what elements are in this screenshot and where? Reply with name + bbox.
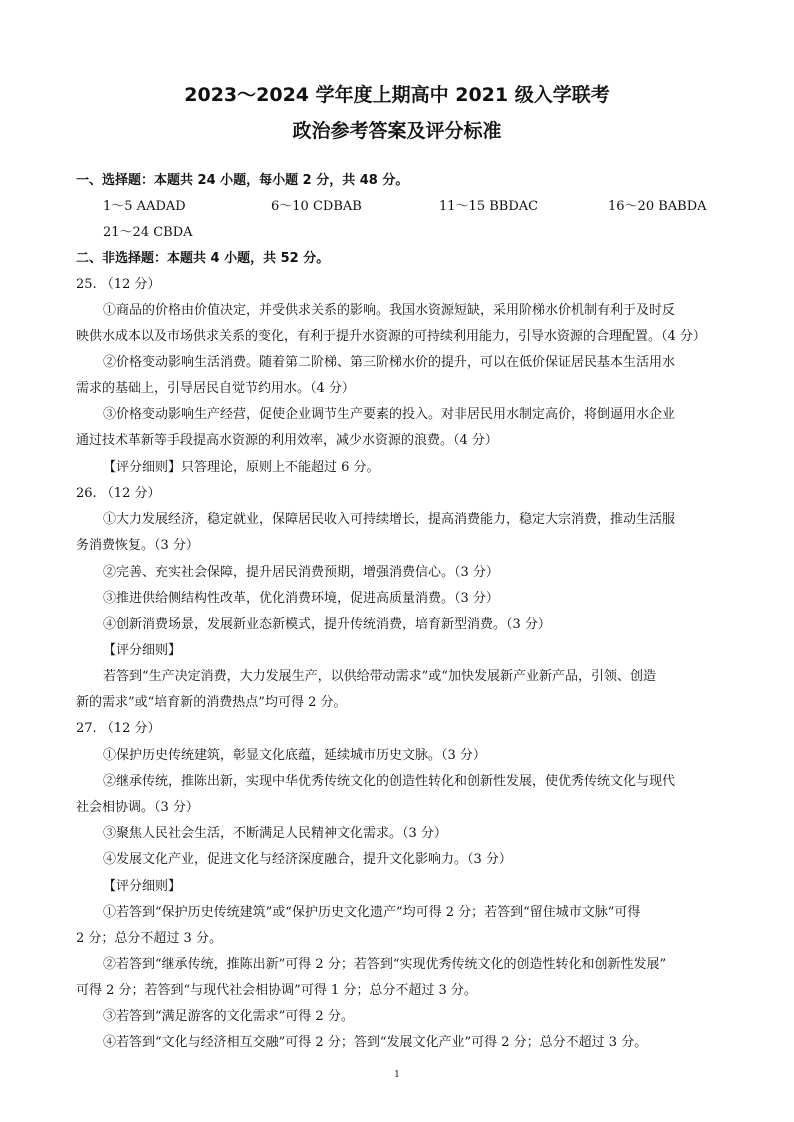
q27-rule-1-line-2: 2 分；总分不超过 3 分。 bbox=[76, 931, 222, 946]
q25-point-3-line-1: ③价格变动影响生产经营，促使企业调节生产要素的投入。对非居民用水制定高价，将倒逼用水企业 bbox=[103, 407, 676, 422]
q27-rule-4: ④若答到“文化与经济相互交融”可得 2 分；答到“发展文化产业”可得 2 分；总分不超过 3 分。 bbox=[103, 1035, 648, 1050]
q27-rule-3: ③若答到“满足游客的文化需求”可得 2 分。 bbox=[103, 1009, 354, 1024]
q27-point-2-line-2: 社会相协调。（3 分） bbox=[76, 800, 199, 815]
answer-group-4: 16～20 BABDA bbox=[608, 199, 707, 214]
q26-point-4: ④创新消费场景，发展新业态新模式，提升传统消费，培育新型消费。（3 分） bbox=[103, 617, 551, 632]
q26-point-1-line-2: 务消费恢复。（3 分） bbox=[76, 538, 199, 553]
q26-scoring-rule-line-1: 若答到“生产决定消费，大力发展生产，以供给带动需求”或“加快发展新产业新产品，引领、创造 bbox=[103, 669, 656, 684]
section-1-heading: 一、选择题：本题共 24 小题，每小题 2 分，共 48 分。 bbox=[76, 173, 409, 188]
q26-label: 26. （12 分） bbox=[76, 486, 161, 501]
q25-point-2-line-1: ②价格变动影响生活消费。随着第二阶梯、第三阶梯水价的提升，可以在低价保证居民基本生活用水 bbox=[103, 355, 676, 370]
q25-label: 25. （12 分） bbox=[76, 277, 161, 292]
q26-point-2: ②完善、充实社会保障，提升居民消费预期，增强消费信心。（3 分） bbox=[103, 565, 499, 580]
q25-point-2-line-2: 需求的基础上，引导居民自觉节约用水。（4 分） bbox=[76, 381, 355, 396]
q27-point-4: ④发展文化产业，促进文化与经济深度融合，提升文化影响力。（3 分） bbox=[103, 852, 512, 867]
q27-rule-2-line-2: 可得 2 分；若答到“与现代社会相协调”可得 1 分；总分不超过 3 分。 bbox=[76, 983, 477, 998]
q26-scoring-rule-line-2: 新的需求”或“培育新的消费热点”均可得 2 分。 bbox=[76, 695, 347, 710]
q26-point-3: ③推进供给侧结构性改革，优化消费环境，促进高质量消费。（3 分） bbox=[103, 591, 499, 606]
answer-group-1: 1～5 AADAD bbox=[103, 199, 186, 214]
q27-rule-2-line-1: ②若答到“继承传统，推陈出新”可得 2 分；若答到“实现优秀传统文化的创造性转化和创新性发展” bbox=[103, 957, 667, 972]
section-2-heading: 二、非选择题：本题共 4 小题，共 52 分。 bbox=[76, 251, 330, 266]
q27-scoring-rule-title: 【评分细则】 bbox=[103, 879, 182, 894]
answer-group-5: 21～24 CBDA bbox=[103, 225, 193, 240]
page-title: 2023～2024 学年度上期高中 2021 级入学联考 bbox=[184, 84, 610, 106]
q25-point-1-line-1: ①商品的价格由价值决定，并受供求关系的影响。我国水资源短缺，采用阶梯水价机制有利于及时反 bbox=[103, 303, 676, 318]
q26-scoring-rule-title: 【评分细则】 bbox=[103, 643, 182, 658]
q25-scoring-rule: 【评分细则】只答理论，原则上不能超过 6 分。 bbox=[103, 460, 380, 475]
q27-point-2-line-1: ②继承传统，推陈出新，实现中华优秀传统文化的创造性转化和创新性发展，使优秀传统文化与现代 bbox=[103, 774, 676, 789]
q27-point-3: ③聚焦人民社会生活，不断满足人民精神文化需求。（3 分） bbox=[103, 826, 447, 841]
q27-rule-1-line-1: ①若答到“保护历史传统建筑”或“保护历史文化遗产”均可得 2 分；若答到“留住城市文脉”可得 bbox=[103, 905, 641, 920]
answer-group-2: 6～10 CDBAB bbox=[271, 199, 362, 214]
page-subtitle: 政治参考答案及评分标准 bbox=[292, 120, 502, 142]
q26-point-1-line-1: ①大力发展经济，稳定就业，保障居民收入可持续增长，提高消费能力，稳定大宗消费，推动生活服 bbox=[103, 512, 676, 527]
q27-point-1: ①保护历史传统建筑，彰显文化底蕴，延续城市历史文脉。（3 分） bbox=[103, 748, 486, 763]
page-number: 1 bbox=[394, 1070, 400, 1080]
answer-group-3: 11～15 BBDAC bbox=[439, 199, 539, 214]
q25-point-1-line-2: 映供水成本以及市场供求关系的变化，有利于提升水资源的可持续利用能力，引导水资源的合理配置。（4 分） bbox=[76, 329, 706, 344]
q27-label: 27. （12 分） bbox=[76, 721, 161, 736]
q25-point-3-line-2: 通过技术革新等手段提高水资源的利用效率，减少水资源的浪费。（4 分） bbox=[76, 433, 498, 448]
